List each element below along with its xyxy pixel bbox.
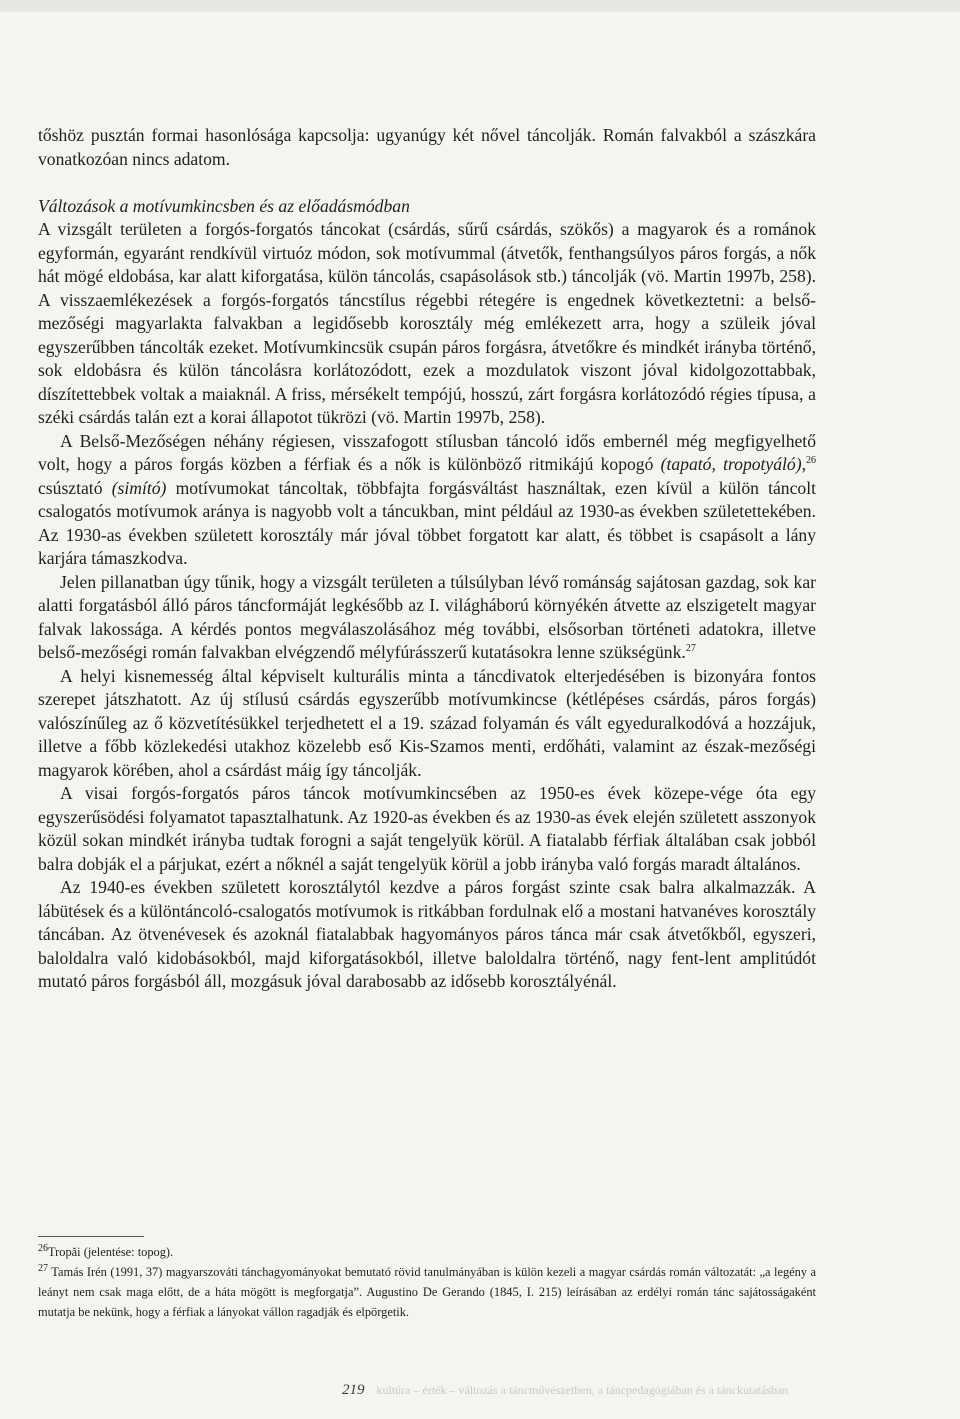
term-tapato: (tapató, tropotyáló), — [660, 454, 806, 474]
paragraph-3 — [38, 571, 816, 665]
paragraph-4: A helyi kisnemesség által képviselt kulturális minta a táncdivatok elterjedésében is bizonyára fontos szerepet játszhatott. Az új stílusú csárdás egyszerűbb motívumkincse (kétlépéses csárdás, páros forgás) valószínűleg az ő közvetítésükkel terjedhetett el a 19. század folyamán és vált egyeduralkodóvá a hozzájuk, illetve a főbb közlekedési utakhoz közelebb eső Kis-Szamos menti, erdőháti, valamint az észak-mezőségi magyarok körében, ahol a csárdást máig így táncolják. — [38, 665, 816, 780]
paragraph-continued: tőshöz pusztán formai hasonlósága kapcsolja: ugyanúgy két nővel táncolják. Román falvakból a szászkára vonatkozóan nincs adatom. — [38, 125, 816, 169]
footnote-26-number: 26 — [38, 1242, 48, 1254]
footnotes — [38, 1242, 816, 1322]
body-text — [38, 124, 816, 994]
paragraph-2 — [38, 430, 816, 571]
paragraph-3-text: Jelen pillanatban úgy tűnik, hogy a vizsgált területen a túlsúlyban lévő románság sajátosan gazdag, sok kar alatti forgatásból álló páros táncformáját legkésőbb az I. világháború környékén átvette az elszigetelt magyar falvak lakossága. A kérdés pontos megválaszolásához még további, elsősorban történeti adatokra, illetve belső-mezőségi román falvakban elvégzendő mélyfúrásszerű kutatásokra lenne szükségünk. — [38, 571, 816, 662]
footnote-ref-26: 26 — [806, 455, 816, 467]
footnote-26 — [38, 1242, 816, 1262]
footnote-27 — [38, 1262, 816, 1322]
running-title: kultúra – érték – változás a táncművészetben, a táncpedagógiában és a tánckutatásban — [376, 1383, 789, 1397]
footnote-27-number: 27 — [38, 1262, 48, 1274]
paragraph-1: A vizsgált területen a forgós-forgatós táncokat (csárdás, sűrű csárdás, szökős) a magyarok és a románok egyformán, egyaránt rendkívül virtuóz módon, sok motívummal (átvetők, fenthangsúlyos páros forgás, a nők hát mögé eldobása, kar alatt kiforgatása, külön táncolás, csapásolások stb.) táncolják (vö. Martin 1997b, 258). A visszaemlékezések a forgós-forgatós táncstílus régebbi rétegére is engednek következtetni: a belső-mezőségi magyarlakta falvakban a legidősebb korosztály még emlékezett arra, hogy a szüleik jóval egyszerűbben táncolták ezeket. Motívumkincsük csupán páros forgásra, átvetőkre és mindkét irányba történő, sok eldobásra és külön táncolásra korlátozódott, ezek a mozdulatok viszont jóval kidolgozottabbak, díszítettebbek voltak a maiaknál. A friss, mérsékelt tempójú, hosszú, zárt forgásra korlátozódó régies típusa, a széki csárdás talán ezt a korai állapotot tükrözi (vö. Martin 1997b, 258). — [38, 219, 816, 427]
section-heading: Változások a motívumkincsben és az előadásmódban — [38, 195, 410, 216]
page-footer — [342, 1382, 912, 1399]
footnote-26-text: Tropăi (jelentése: topog). — [48, 1245, 174, 1259]
top-scan-edge — [0, 0, 960, 12]
footnote-divider — [38, 1236, 144, 1237]
paragraph-5: A visai forgós-forgatós páros táncok motívumkincsében az 1950-es évek közepe-vége óta egy egyszerűsödési folyamatot tapasztalhatunk. Az 1920-as években és az 1930-as évek elején született asszonyok közül sokan mindkét irányba tudtak forogni a saját tengelyük körül. A fiatalabb férfiak általában csak jobból balra dobják el a párjukat, ezért a nőknél a saját tengelyük körül a jobb irányba való forgás maradt általános. — [38, 783, 816, 874]
footnote-ref-27: 27 — [685, 643, 696, 655]
paragraph-6: Az 1940-es években született korosztálytól kezdve a páros forgást szinte csak balra alkalmazzák. A lábütések és a különtáncoló-csalogatós motívumok is ritkábban fordulnak elő a mostani hatvanéves korosztály táncában. Az ötvenévesek és azoknál fiatalabbak hagyományos páros tánca már csak átvetőkből, egyszeri, baloldalra való kidobásokból, majd kiforgatásokból, illetve baloldalra történő, nagy fent-lent amplitúdót mutató páros forgásból áll, mozgásuk jóval darabosabb az idősebb korosztályénál. — [38, 877, 816, 991]
paragraph-2-text-c: motívumokat táncoltak, többfajta forgásváltást használtak, ezen kívül a külön táncolt csalogatós motívumok aránya is nagyobb volt a táncukban, mint például az 1930-as években születettekében. Az 1930-as években született korosztály már jóval többet forgatott kar alatt, és többet is csapásolt a lány karjára támaszkodva. — [38, 477, 816, 568]
page-number: 219 — [342, 1382, 365, 1398]
footnote-27-text: Tamás Irén (1991, 37) magyarszováti tánchagyományokat bemutató rövid tanulmányában is külön kezeli a magyar csárdás román változatát: „a legény a leányt nem csak maga előtt, de a háta mögött is megforgatja”. Augustino De Gerando (1845, I. 215) leírásában az erdélyi román tánc sajátosságaként mutatja be nekünk, hogy a férfiak a lányokat vállon ragadják és elpörgetik. — [38, 1265, 817, 1319]
paragraph-2-text-a: A Belső-Mezőségen néhány régiesen, visszafogott stílusban táncoló idős embernél még megfigyelhető volt, hogy a páros forgás közben a férfiak és a nők is különböző ritmikájú kopogó — [38, 430, 816, 474]
paragraph-2-text-b: csúsztató — [38, 477, 112, 498]
term-simito: (simító) — [111, 477, 167, 498]
